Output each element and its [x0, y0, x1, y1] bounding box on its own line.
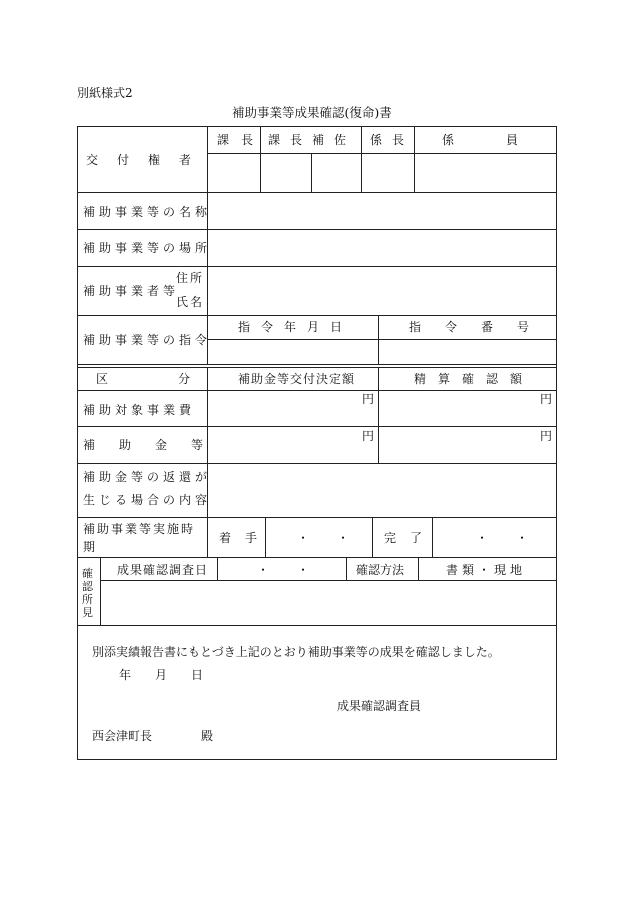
- survey-date-value: ・ ・: [257, 563, 318, 577]
- settled-amount-header: 精算確認額: [414, 372, 535, 386]
- inspector-label: 成果確認調査員: [337, 699, 422, 713]
- subsidy-decided-yen: 円: [362, 429, 375, 443]
- addressee-honorific: 殿: [201, 729, 214, 743]
- decided-amount-header: 補助金等交付決定額: [238, 372, 356, 386]
- grant-authority-label: 交付権者: [86, 153, 211, 167]
- confirmation-method-value: 書類・現地: [446, 563, 527, 577]
- directive-label: 補助事業等の指令: [83, 333, 212, 347]
- category-header: 区分: [96, 372, 261, 386]
- page-title: 補助事業等成果確認(復命)書: [232, 105, 392, 120]
- confirmation-method-label: 確認方法: [356, 563, 405, 577]
- subsidy-label: 補助金等: [83, 438, 228, 452]
- operator-name-label: 氏名: [176, 295, 205, 309]
- approval-header-deputy-chief: 課長補佐: [268, 133, 357, 147]
- period-label-line1: 補助事業等実施時: [83, 522, 196, 536]
- project-location-label: 補助事業等の場所: [83, 241, 212, 255]
- period-end-date: ・ ・: [476, 531, 537, 545]
- target-cost-decided-yen: 円: [362, 392, 375, 406]
- target-cost-label: 補助対象事業費: [83, 403, 196, 417]
- approval-header-subsection-chief: 係長: [370, 133, 415, 147]
- period-start-label: 着手: [219, 531, 272, 545]
- subsidy-settled-yen: 円: [540, 429, 553, 443]
- period-end-label: 完了: [384, 531, 437, 545]
- approval-header-section-chief: 課長: [217, 133, 266, 147]
- confirmation-statement: 別添実績報告書にもとづき上記のとおり補助事業等の成果を確認しました。: [92, 645, 500, 659]
- form-label: 別紙様式2: [77, 86, 133, 100]
- operator-address-label: 住所: [176, 271, 205, 285]
- approval-header-staff: 係員: [442, 133, 571, 147]
- period-label-line2: 期: [83, 540, 96, 554]
- survey-date-label: 成果確認調査日: [117, 563, 209, 577]
- directive-number-header: 指令番号: [409, 320, 554, 334]
- statement-date: 年 月 日: [119, 668, 204, 682]
- addressee: 西会津町長: [92, 729, 153, 743]
- project-name-label: 補助事業等の名称: [83, 205, 212, 219]
- operator-label: 補助事業者等: [83, 284, 180, 298]
- target-cost-settled-yen: 円: [540, 392, 553, 406]
- directive-date-header: 指令年月日: [238, 320, 354, 334]
- refund-label-line1: 補助金等の返還が: [83, 470, 212, 484]
- period-start-date: ・ ・: [297, 531, 358, 545]
- refund-label-line2: 生じる場合の内容: [83, 493, 212, 507]
